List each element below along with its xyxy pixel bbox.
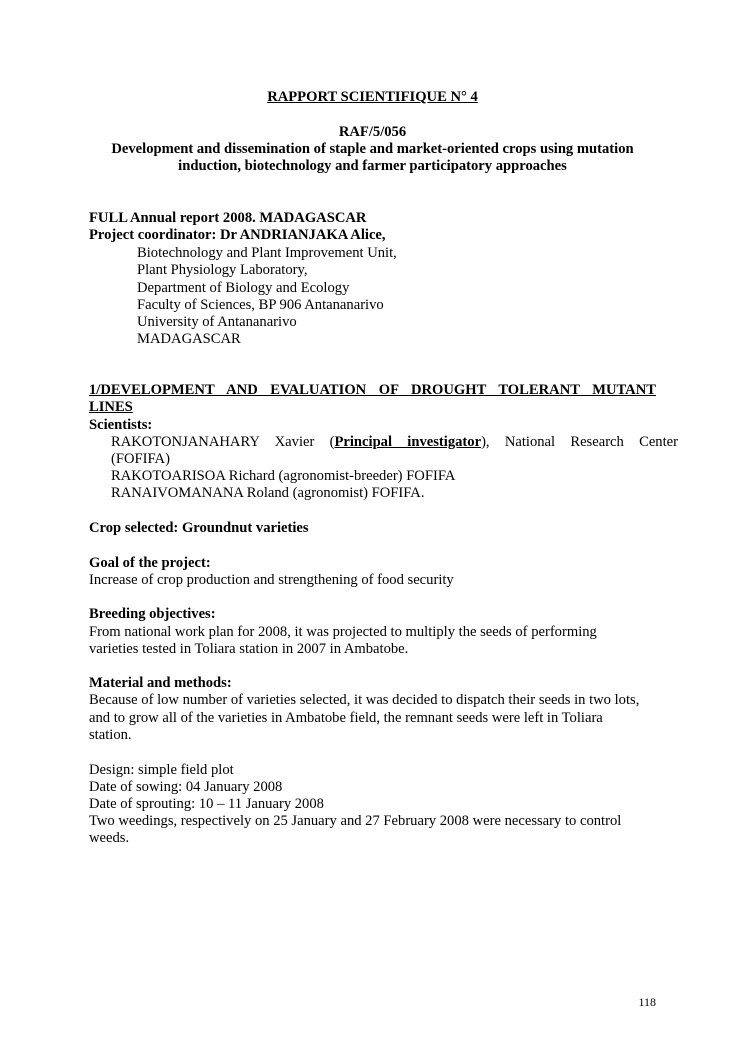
weeding-line1: Two weedings, respectively on 25 January and 27 February 2008 were necessary to control bbox=[89, 813, 622, 829]
affiliation-line: Plant Physiology Laboratory, bbox=[137, 262, 308, 279]
breeding-objectives-line1: From national work plan for 2008, it was projected to multiply the seeds of performing bbox=[89, 624, 597, 640]
affiliation-block bbox=[89, 245, 704, 349]
breeding-objectives-label: Breeding objectives: bbox=[89, 606, 216, 622]
design-line: Design: simple field plot bbox=[89, 762, 234, 778]
project-subtitle-line1: Development and dissemination of staple and market-oriented crops using mutation bbox=[111, 141, 634, 157]
project-coordinator: Project coordinator: Dr ANDRIANJAKA Alice, bbox=[89, 227, 386, 243]
goal-text: Increase of crop production and strengthening of food security bbox=[89, 572, 454, 588]
section-heading-line2-text: LINES bbox=[89, 399, 133, 415]
breeding-objectives-line2: varieties tested in Toliara station in 2007 in Ambatobe. bbox=[89, 641, 409, 657]
scientist-1-name: RAKOTONJANAHARY Xavier ( bbox=[111, 434, 335, 450]
affiliation-line: Biotechnology and Plant Improvement Unit, bbox=[137, 245, 397, 261]
report-title: RAPPORT SCIENTIFIQUE N° 4 bbox=[267, 89, 478, 105]
material-methods-line2: and to grow all of the varieties in Ambatobe field, the remnant seeds were left in Toliara bbox=[89, 710, 603, 726]
principal-investigator-role: Principal investigator bbox=[334, 434, 482, 450]
affiliation-line: University of Antananarivo bbox=[137, 314, 297, 331]
annual-report-line: FULL Annual report 2008. MADAGASCAR bbox=[89, 210, 367, 226]
sprouting-date-line: Date of sprouting: 10 – 11 January 2008 bbox=[89, 796, 324, 812]
scientist-1-line1 bbox=[89, 434, 678, 451]
scientist-1-affiliation: ), National Research Center bbox=[481, 434, 678, 450]
scientist-3: RANAIVOMANANA Roland (agronomist) FOFIFA. bbox=[111, 485, 425, 501]
affiliation-line: Faculty of Sciences, BP 906 Antananarivo bbox=[137, 296, 384, 313]
crop-selected: Crop selected: Groundnut varieties bbox=[89, 520, 309, 536]
project-code: RAF/5/056 bbox=[338, 124, 407, 140]
goal-label: Goal of the project: bbox=[89, 555, 211, 571]
affiliation-line: MADAGASCAR bbox=[137, 331, 241, 348]
scientist-2: RAKOTOARISOA Richard (agronomist-breeder) FOFIFA bbox=[111, 468, 456, 484]
material-methods-line3: station. bbox=[89, 727, 132, 743]
affiliation-line: Department of Biology and Ecology bbox=[137, 279, 350, 296]
material-methods-label: Material and methods: bbox=[89, 675, 232, 691]
scientists-label: Scientists: bbox=[89, 417, 153, 433]
weeding-line2: weeds. bbox=[89, 830, 130, 846]
project-subtitle-line2: induction, biotechnology and farmer participatory approaches bbox=[178, 158, 567, 174]
section-heading-line1: 1/DEVELOPMENT AND EVALUATION OF DROUGHT TOLERANT MUTANT bbox=[89, 382, 656, 398]
sowing-date-line: Date of sowing: 04 January 2008 bbox=[89, 779, 283, 795]
section-heading-line2 bbox=[89, 399, 656, 416]
material-methods-line1: Because of low number of varieties selected, it was decided to dispatch their seeds in two lots, bbox=[89, 692, 640, 708]
scientist-1-line2: (FOFIFA) bbox=[111, 451, 170, 467]
page-number: 118 bbox=[638, 995, 656, 1009]
